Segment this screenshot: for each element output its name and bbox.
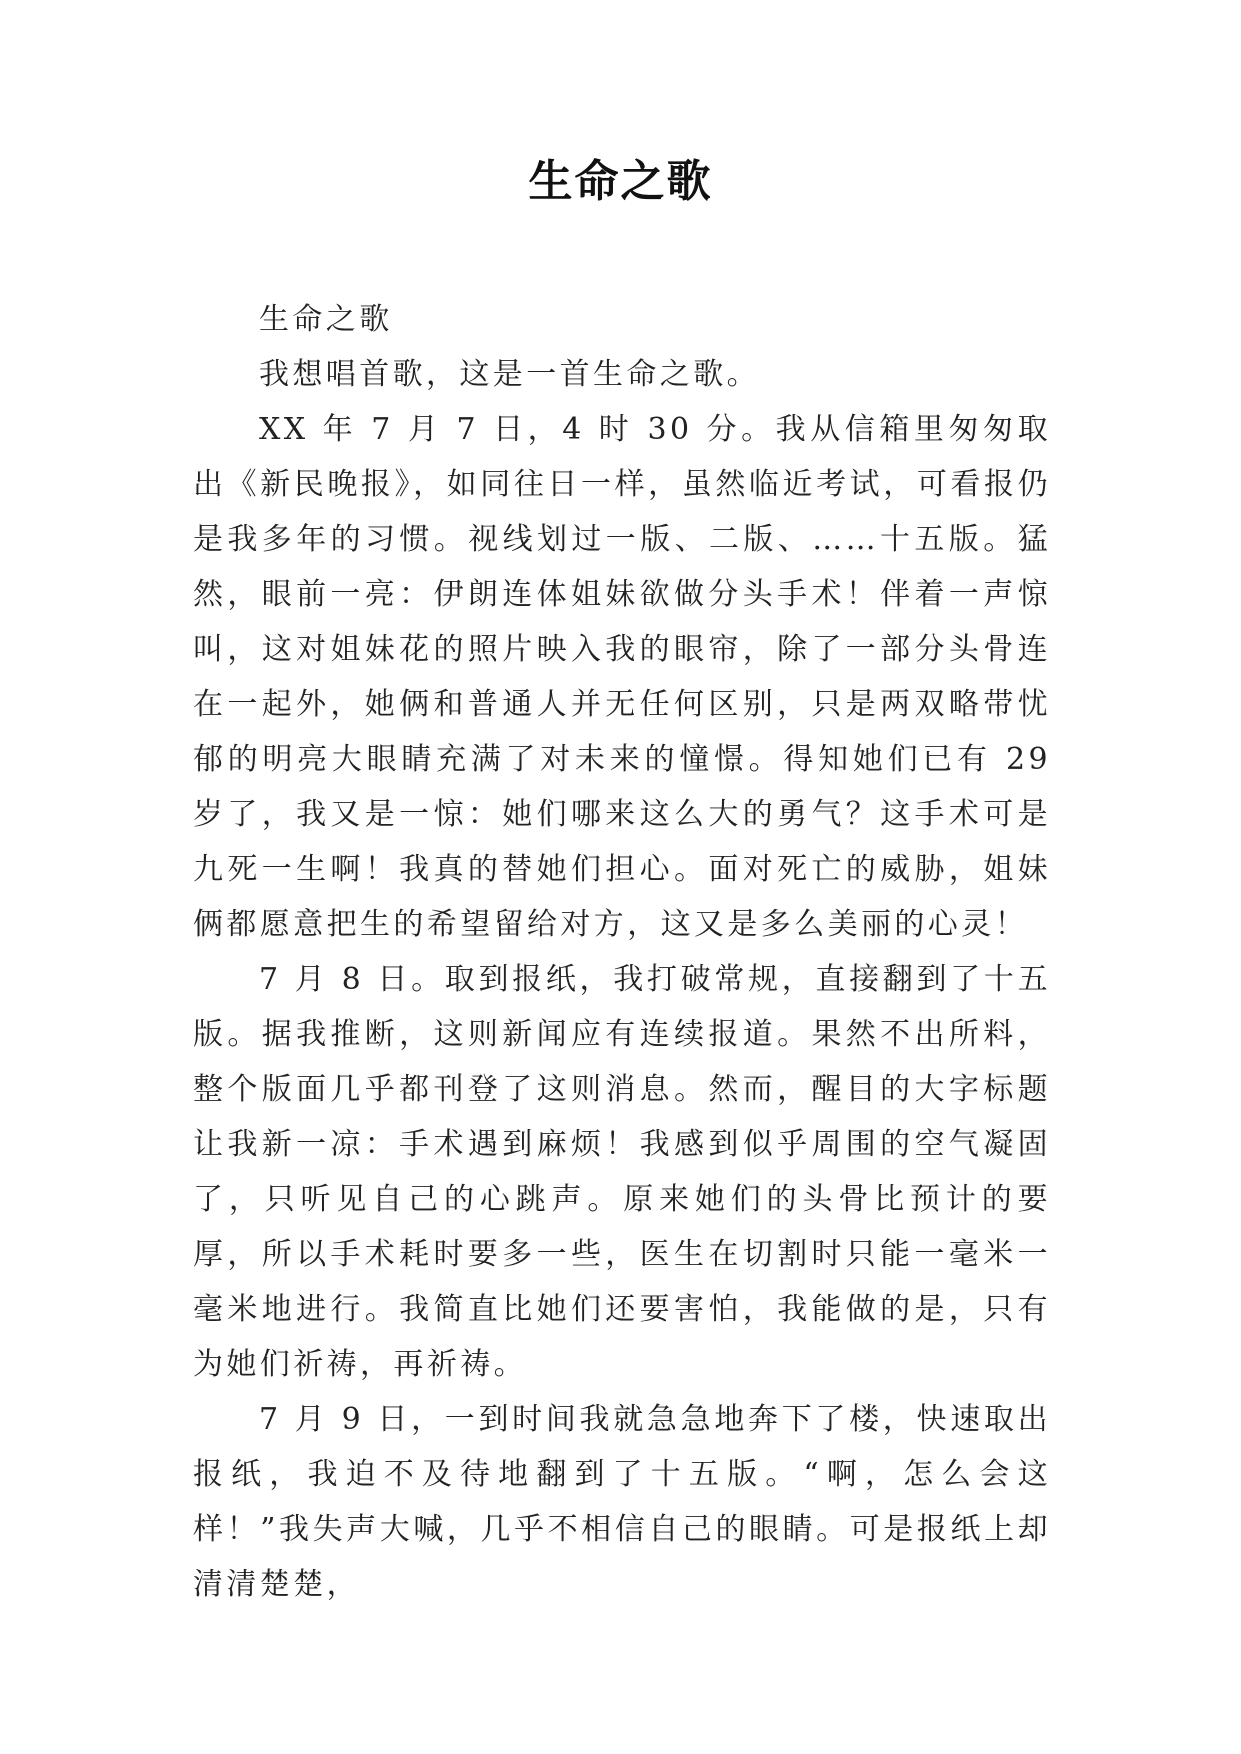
paragraph: 7 月 8 日。取到报纸，我打破常规，直接翻到了十五版。据我推断，这则新闻应有连续报道。果然不出所料，整个版面几乎都刊登了这则消息。然而，醒目的大字标题让我新一凉：手术遇到麻烦！我感到似乎周围的空气凝固了，只听见自己的心跳声。原来她们的头骨比预计的要厚，所以手术耗时要多一些，医生在切割时只能一毫米一毫米地进行。我简直比她们还要害怕，我能做的是，只有为她们祈祷，再祈祷。	[193, 962, 1051, 1382]
paragraph: XX 年 7 月 7 日，4 时 30 分。我从信箱里匆匆取出《新民晚报》，如同往日一样，虽然临近考试，可看报仍是我多年的习惯。视线划过一版、二版、……十五版。猛然，眼前一亮：伊朗连体姐妹欲做分头手术！伴着一声惊叫，这对姐妹花的照片映入我的眼帘，除了一部分头骨连在一起外，她俩和普通人并无任何区别，只是两双略带忧郁的明亮大眼睛充满了对未来的憧憬。得知她们已有 29 岁了，我又是一惊：她们哪来这么大的勇气？这手术可是九死一生啊！我真的替她们担心。面对死亡的威胁，姐妹俩都愿意把生的希望留给对方，这又是多么美丽的心灵！	[193, 412, 1051, 942]
paragraph: 生命之歌	[259, 302, 393, 337]
document-title: 生命之歌	[528, 156, 713, 207]
paragraph: 我想唱首歌，这是一首生命之歌。	[259, 357, 760, 392]
paragraph: 7 月 9 日，一到时间我就急急地奔下了楼，快速取出报纸，我迫不及待地翻到了十五版。“啊，怎么会这样！”我失声大喊，几乎不相信自己的眼睛。可是报纸上却清清楚楚，	[193, 1402, 1051, 1602]
document-body	[193, 292, 1051, 1612]
